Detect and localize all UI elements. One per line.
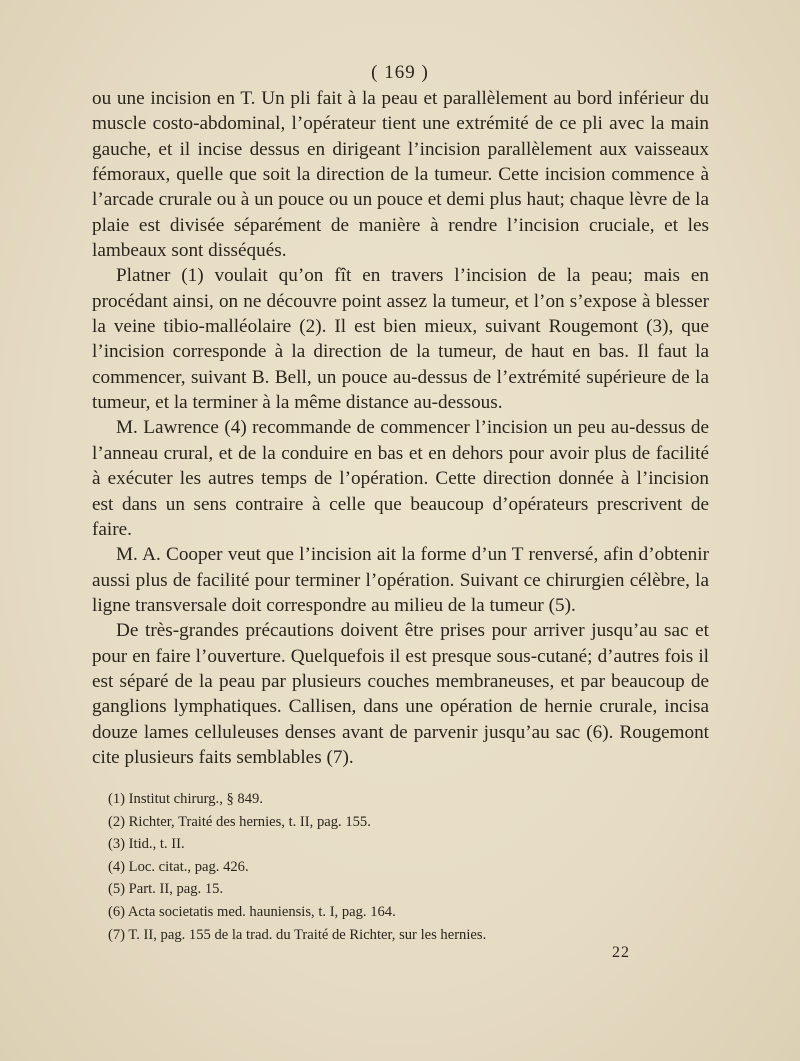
paragraph: Platner (1) voulait qu’on fît en travers l’incision de la peau; mais en procédant ainsi, on ne découvre point assez la tumeur, et l’on s’expose à blesser la veine tibio-malléolaire (2). Il est bien mieux, suivant Rougemont (3), que l’incision corresponde à la direction de la tumeur, de haut en bas. Il faut la commencer, suivant B. Bell, un pouce au-dessus de l’extrémité supérieure de la tumeur, et la terminer à la même distance au-dessous. bbox=[92, 265, 709, 414]
paragraph: ou une incision en T. Un pli fait à la peau et parallèlement au bord inférieur du muscle costo-abdominal, l’opérateur tient une extrémité de ce pli avec la main gauche, et il incise dessus en dirigeant l’incision parallèlement aux vaisseaux fémoraux, quelle que soit la direction de la tumeur. Cette incision commence à l’arcade crurale ou à un pouce ou un pouce et demi plus haut; chaque lèvre de la plaie est divisée séparément de manière à rendre l’incision cruciale, et les lambeaux sont disséqués. bbox=[92, 88, 709, 262]
footnote: (4) Loc. citat., pag. 426. bbox=[108, 858, 249, 875]
paragraph: M. Lawrence (4) recommande de commencer l’incision un peu au-dessus de l’anneau crural, et de la conduire en bas et en dehors pour avoir plus de facilité à exécuter les autres temps de l’opération. Cette direction donnée à l’incision est dans un sens contraire à celle que beaucoup d’opérateurs prescrivent de faire. bbox=[92, 417, 709, 540]
footnote: (5) Part. II, pag. 15. bbox=[108, 881, 224, 898]
footnote: (2) Richter, Traité des hernies, t. II, pag. 155. bbox=[108, 813, 371, 830]
page-number: ( 169 ) bbox=[371, 62, 429, 83]
paragraph: De très-grandes précautions doivent être prises pour arriver jusqu’au sac et pour en faire l’ouverture. Quelquefois il est presque sous-cutané; d’autres fois il est séparé de la peau par plusieurs couches membraneuses, et par beaucoup de ganglions lymphatiques. Callisen, dans une opération de hernie crurale, incisa douze lames celluleuses denses avant de parvenir jusqu’au sac (6). Rougemont cite plusieurs faits semblables (7). bbox=[92, 620, 709, 768]
paragraph: M. A. Cooper veut que l’incision ait la forme d’un T renversé, afin d’obtenir aussi plus de facilité pour terminer l’opération. Suivant ce chirurgien célèbre, la ligne transversale doit correspondre au milieu de la tumeur (5). bbox=[92, 544, 709, 616]
footnotes bbox=[108, 788, 668, 946]
footnote: (6) Acta societatis med. hauniensis, t. I, pag. 164. bbox=[108, 903, 396, 920]
signature-mark: 22 bbox=[612, 944, 630, 961]
body-text bbox=[92, 86, 709, 770]
footnote: (1) Institut chirurg., § 849. bbox=[108, 791, 263, 807]
footnote: (3) Itid., t. II. bbox=[108, 836, 185, 853]
footnote: (7) T. II, pag. 155 de la trad. du Traité de Richter, sur les hernies. bbox=[108, 926, 487, 943]
